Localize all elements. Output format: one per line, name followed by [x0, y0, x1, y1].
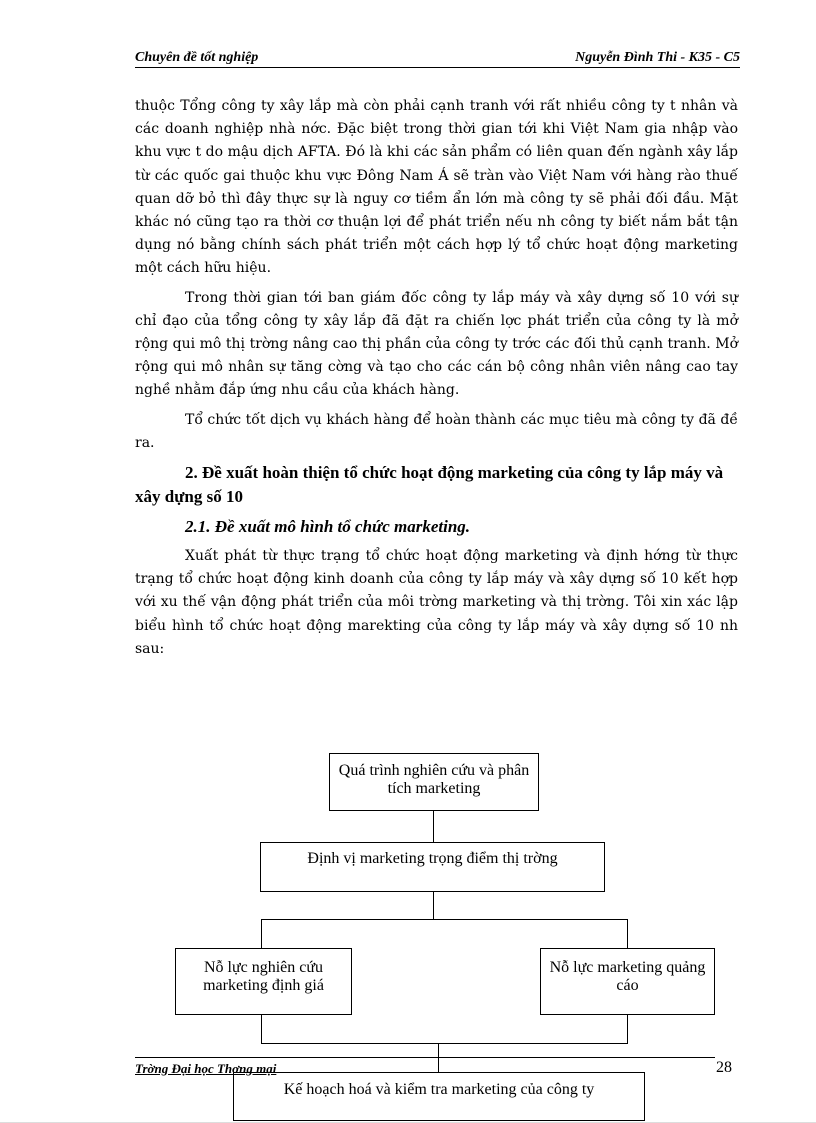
footer-school: Trờng Đại học Thơng mại [135, 1061, 277, 1076]
connector [433, 892, 434, 919]
diagram-box-positioning: Định vị marketing trọng điểm thị trờng [260, 842, 605, 892]
page-header [135, 50, 740, 66]
paragraph: thuộc Tổng công ty xây lắp mà còn phải cạnh tranh với rất nhiều công ty t nhân và các doanh nghiệp nhà nớc. Đặc biệt trong thời gian tới khi Việt Nam gia nhập vào khu vực t do mậu dịch AFTA. Đó là khi các sản phẩm có liên quan đến ngành xây lắp từ các quốc gai thuộc khu vực Đông Nam Á sẽ tràn vào Việt Nam với hàng rào thuế quan dỡ bỏ thì đây thực sự là nguy cơ tiềm ẩn lớn mà công ty sẽ phải đối đầu. Mặt khác nó cũng tạo ra thời cơ thuận lợi để phát triển nếu nh công ty biết nắm bắt tận dụng nó bằng chính sách phát triển một cách hợp lý tổ chức hoạt động marketing một cách hữu hiệu. [135, 98, 738, 277]
header-right: Nguyễn Đình Thi - K35 - C5 [575, 50, 740, 65]
connector [261, 919, 262, 948]
body-text [135, 95, 738, 667]
paragraph: Xuất phát từ thực trạng tổ chức hoạt động marketing và định hớng từ thực trạng tổ chức hoạt động kinh doanh của công ty lắp máy và xây dựng số 10 kết hợp với xu thế vận động phát triển của môi trờng marketing và thị trờng. Tôi xin xác lập biểu hình tổ chức hoạt động marekting của công ty lắp máy và xây dựng số 10 nh sau: [135, 548, 738, 657]
paragraph: Trong thời gian tới ban giám đốc công ty lắp máy và xây dựng số 10 với sự chỉ đạo của tổng công ty xây lắp đã đặt ra chiến lợc phát triển của công ty là mở rộng qui mô thị trờng nâng cao thị phần của công ty trớc các đối thủ cạnh tranh. Mở rộng qui mô nhân sự tăng cờng và tạo cho các cán bộ công nhân viên nâng cao tay nghề nhằm đắp ứng nhu cầu của khách hàng. [135, 289, 738, 399]
footer-divider [135, 1057, 715, 1058]
paragraph: Tổ chức tốt dịch vụ khách hàng để hoàn thành các mục tiêu mà công ty đã đề ra. [135, 411, 738, 451]
connector [261, 919, 628, 920]
diagram-box-planning: Kế hoạch hoá và kiểm tra marketing của công ty [233, 1072, 645, 1121]
diagram-box-advertising: Nỗ lực marketing quảng cáo [540, 948, 715, 1015]
header-divider [135, 67, 740, 68]
connector [261, 1015, 262, 1043]
header-left: Chuyên đề tốt nghiệp [135, 50, 259, 65]
connector [627, 1015, 628, 1043]
diagram-box-pricing: Nỗ lực nghiên cứu marketing định giá [175, 948, 352, 1015]
subsection-heading: 2.1. Đề xuất mô hình tổ chức marketing. [185, 517, 471, 537]
connector [261, 1043, 628, 1044]
diagram-box-research: Quá trình nghiên cứu và phân tích marketing [329, 753, 539, 811]
connector [433, 811, 434, 842]
section-heading: 2. Đề xuất hoàn thiện tổ chức hoạt động marketing của công ty lắp máy và xây dựng số 10 [135, 463, 724, 507]
page-number: 28 [716, 1059, 732, 1076]
connector [627, 919, 628, 948]
